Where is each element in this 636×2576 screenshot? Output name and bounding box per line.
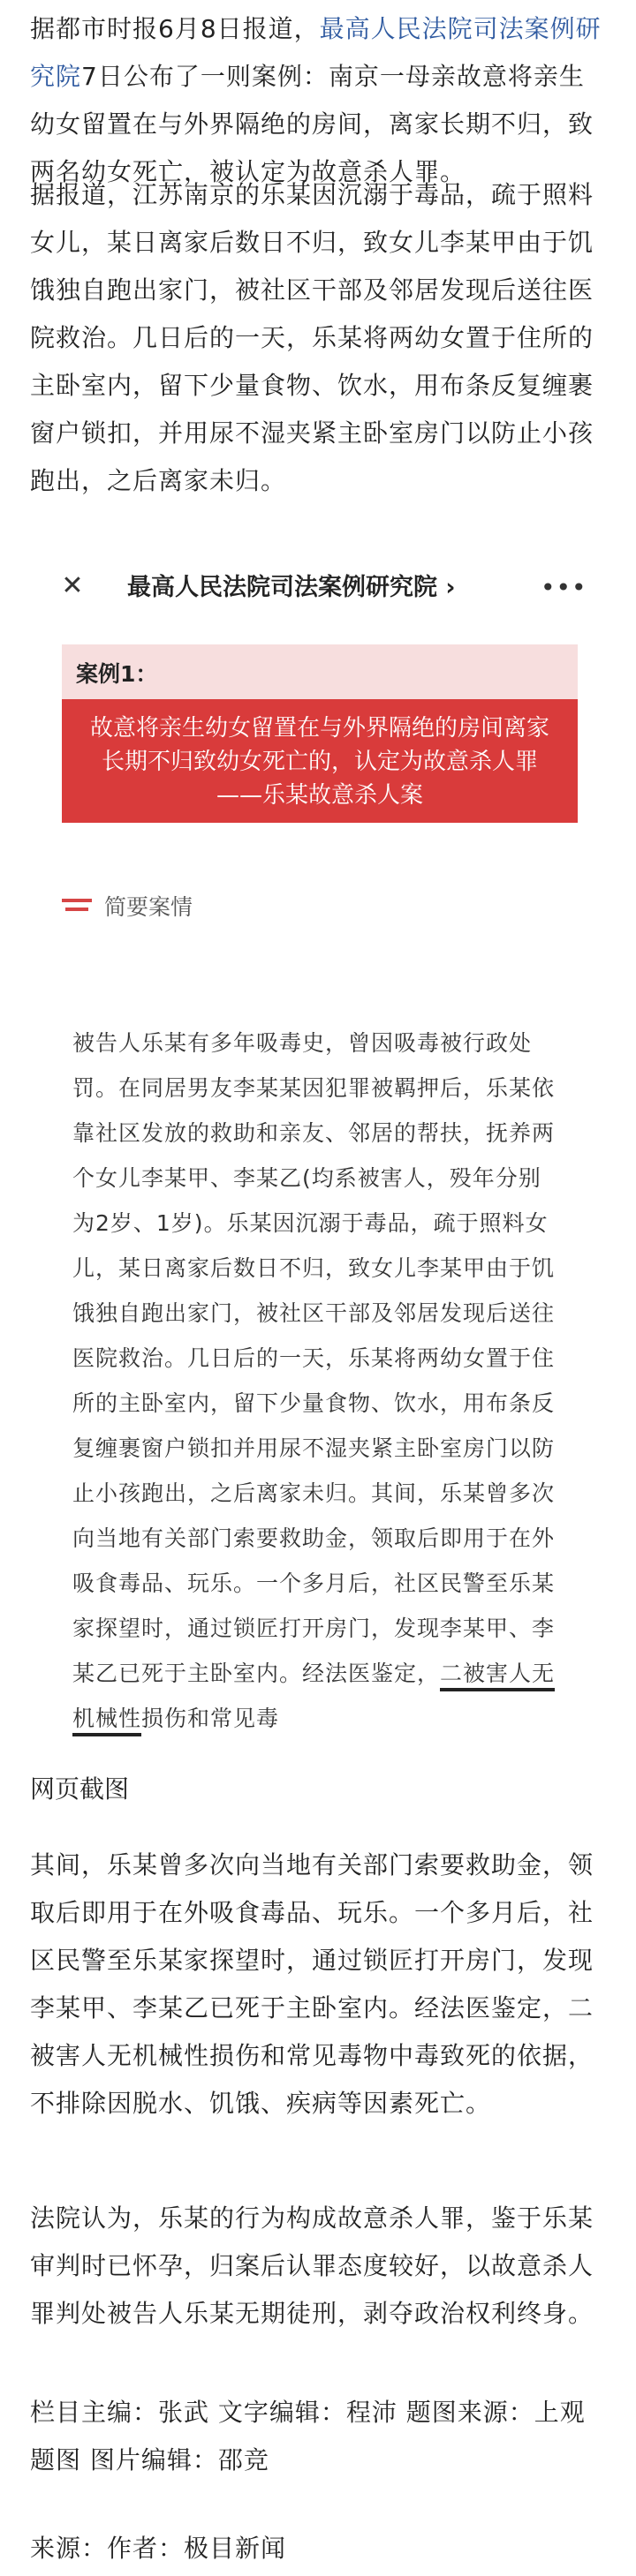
screenshot-account-title: 最高人民法院司法案例研究院 › (127, 574, 456, 601)
intro-text: 据都市时报6月8日报道， (30, 14, 320, 43)
source-link[interactable]: 最高人民法院司法案例研究院 (30, 14, 602, 91)
underlined-phrase: 二被害人无机械性 (72, 1661, 555, 1736)
report-paragraph: 据报道，江苏南京的乐某因沉溺于毒品，疏于照料女儿，某日离家后数日不归，致女儿李某甲由于饥饿独自跑出家门，被社区干部及邻居发现后送往医院救治。几日后的一天，乐某将两幼女置于住所的主卧室内，留下少量食物、饮水，用布条反复缠裹窗户锁扣，并用尿不湿夹紧主卧室房门以防止小孩跑出，之后离家未归。 (30, 180, 594, 495)
case-headline (62, 712, 578, 812)
case-headline-box (62, 699, 578, 823)
case-facts-text (72, 1021, 564, 1741)
case-headline-line3: ——乐某故意杀人案 (216, 782, 423, 809)
case-facts-tail: 损伤和常见毒 (141, 1706, 280, 1731)
forensics-paragraph: 其间，乐某曾多次向当地有关部门索要救助金，领取后即用于在外吸食毒品、玩乐。一个多月后，社区民警至乐某家探望时，通过锁匠打开房门，发现李某甲、李某乙已死于主卧室内。经法医鉴定，二被害人无机械性损伤和常见毒物中毒致死的依据，不排除因脱水、饥饿、疾病等因素死亡。 (30, 1850, 594, 2118)
case-facts-main: 被告人乐某有多年吸毒史，曾因吸毒被行政处罚。在同居男友李某某因犯罪被羁押后，乐某依靠社区发放的救助和亲友、邻居的帮扶，抚养两个女儿李某甲、李某乙(均系被害人，殁年分别为2岁、1岁)。乐某因沉溺于毒品，疏于照料女儿，某日离家后数日不归，致女儿李某甲由于饥饿独自跑出家门，被社区干部及邻居发现后送往医院救治。几日后的一天，乐某将两幼女置于住所的主卧室内，留下少量食物、饮水，用布条反复缠裹窗户锁扣并用尿不湿夹紧主卧室房门以防止小孩跑出，之后离家未归。其间，乐某曾多次向当地有关部门索要救助金，领取后即用于在外吸食毒品、玩乐。一个多月后，社区民警至乐某家探望时，通过锁匠打开房门，发现李某甲、李某乙已死于主卧室内。经法医鉴定， (72, 1030, 556, 1686)
more-icon: ••• (541, 573, 587, 602)
section-marker-icon (62, 899, 92, 916)
verdict-paragraph: 法院认为，乐某的行为构成故意杀人罪，鉴于乐某审判时已怀孕，归案后认罪态度较好，以故意杀人罪判处被告人乐某无期徒刑，剥夺政治权利终身。 (30, 2203, 594, 2328)
editor-credits: 栏目主编：张武 文字编辑：程沛 题图来源：上观题图 图片编辑：邵竞 (30, 2398, 586, 2474)
webpage-screenshot (30, 554, 606, 1755)
intro-paragraph (30, 5, 606, 196)
section-title: 简要案情 (104, 894, 193, 920)
close-icon: ✕ (61, 570, 84, 601)
intro-text-continued: 7日公布了一则案例：南京一母亲故意将亲生幼女留置在与外界隔绝的房间，离家长期不归，致两名幼女死亡，被认定为故意杀人罪。 (30, 62, 594, 186)
case-headline-line1: 故意将亲生幼女留置在与外界隔绝的房间离家 (89, 715, 549, 742)
screenshot-header-bar (30, 554, 606, 629)
source-credit: 来源：作者：极目新闻 (30, 2534, 287, 2563)
case-label: 案例1： (76, 661, 158, 687)
image-caption: 网页截图 (30, 1774, 130, 1804)
case-banner (62, 644, 578, 817)
case-headline-line2: 长期不归致幼女死亡的，认定为故意杀人罪 (101, 749, 538, 775)
